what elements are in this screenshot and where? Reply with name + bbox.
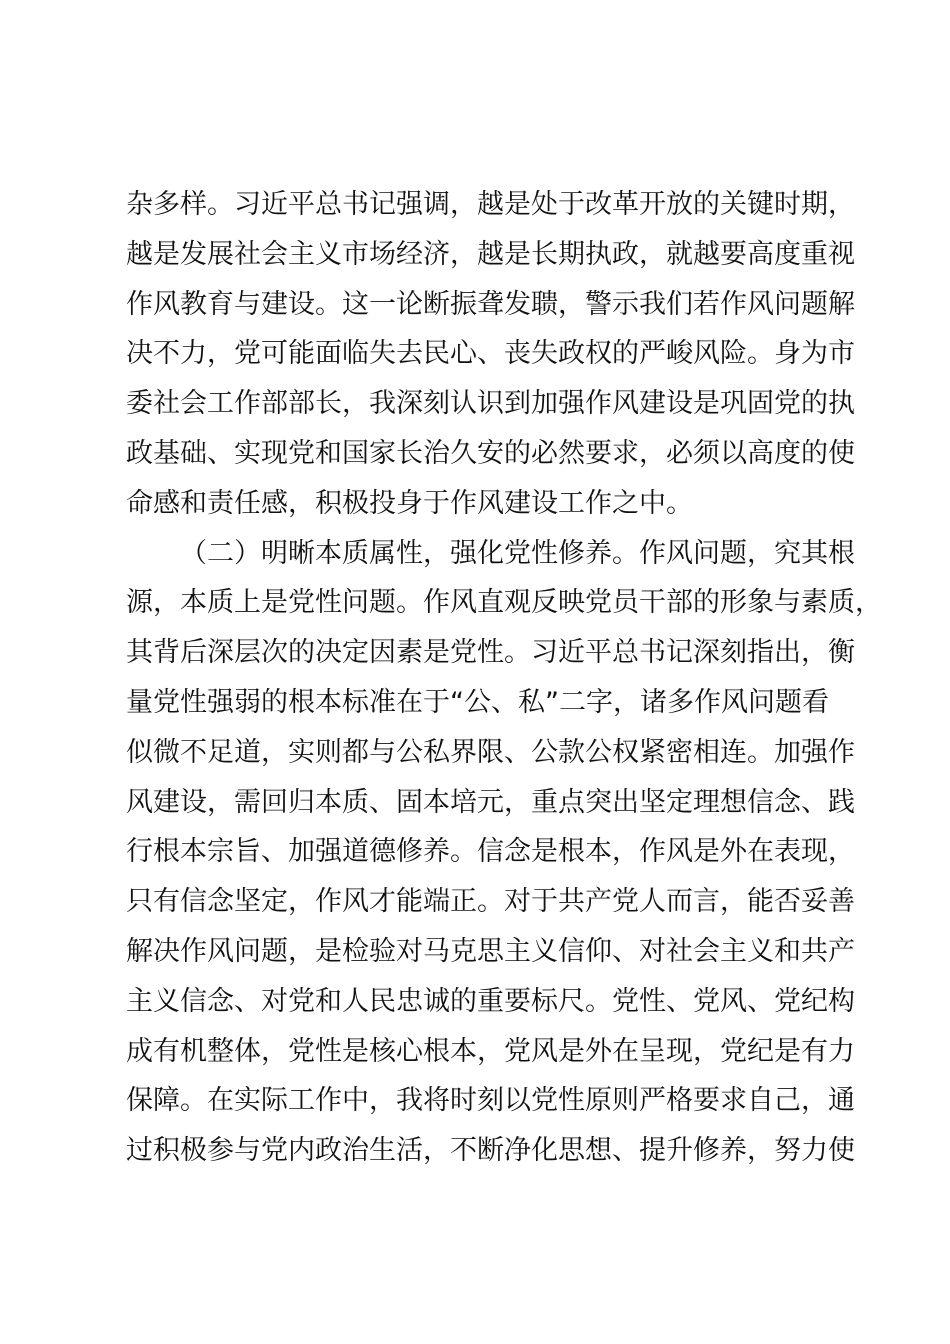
- text-line: 保障。在实际工作中，我将时刻以党性原则严格要求自己，通: [126, 1085, 855, 1117]
- text-line: 解决作风问题，是检验对马克思主义信仰、对社会主义和共产: [126, 935, 855, 967]
- text-line: 决不力，党可能面临失去民心、丧失政权的严峻风险。身为市: [126, 338, 855, 370]
- text-line: 只有信念坚定，作风才能端正。对于共产党人而言，能否妥善: [126, 886, 855, 918]
- text-line: 成有机整体，党性是核心根本，党风是外在呈现，党纪是有力: [126, 1035, 855, 1067]
- text-line: 过积极参与党内政治生活，不断净化思想、提升修养，努力使: [126, 1135, 855, 1167]
- text-line: 越是发展社会主义市场经济，越是长期执政，就越要高度重视: [126, 238, 855, 270]
- text-line: 行根本宗旨、加强道德修养。信念是根本，作风是外在表现，: [126, 836, 855, 868]
- text-line: 作风教育与建设。这一论断振聋发聩，警示我们若作风问题解: [126, 288, 855, 320]
- text-line: 杂多样。习近平总书记强调，越是处于改革开放的关键时期，: [126, 189, 855, 220]
- body-text: [126, 180, 882, 1176]
- text-line: 量党性强弱的根本标准在于“公、私”二字，诸多作风问题看: [126, 686, 829, 718]
- text-line: 风建设，需回归本质、固本培元，重点突出坚定理想信念、践: [126, 786, 855, 818]
- text-line: 其背后深层次的决定因素是党性。习近平总书记深刻指出，衡: [126, 637, 855, 669]
- text-line: 命感和责任感，积极投身于作风建设工作之中。: [126, 487, 693, 519]
- text-line: 似微不足道，实则都与公私界限、公款公权紧密相连。加强作: [126, 736, 855, 768]
- text-line: 委社会工作部部长，我深刻认识到加强作风建设是巩固党的执: [126, 388, 855, 420]
- text-line: 政基础、实现党和国家长治久安的必然要求，必须以高度的使: [126, 437, 855, 469]
- section-heading-line: （二）明晰本质属性，强化党性修养。作风问题，究其根: [180, 537, 855, 569]
- text-line: 源，本质上是党性问题。作风直观反映党员干部的形象与素质，: [126, 587, 882, 619]
- text-line: 主义信念、对党和人民忠诚的重要标尺。党性、党风、党纪构: [126, 985, 855, 1017]
